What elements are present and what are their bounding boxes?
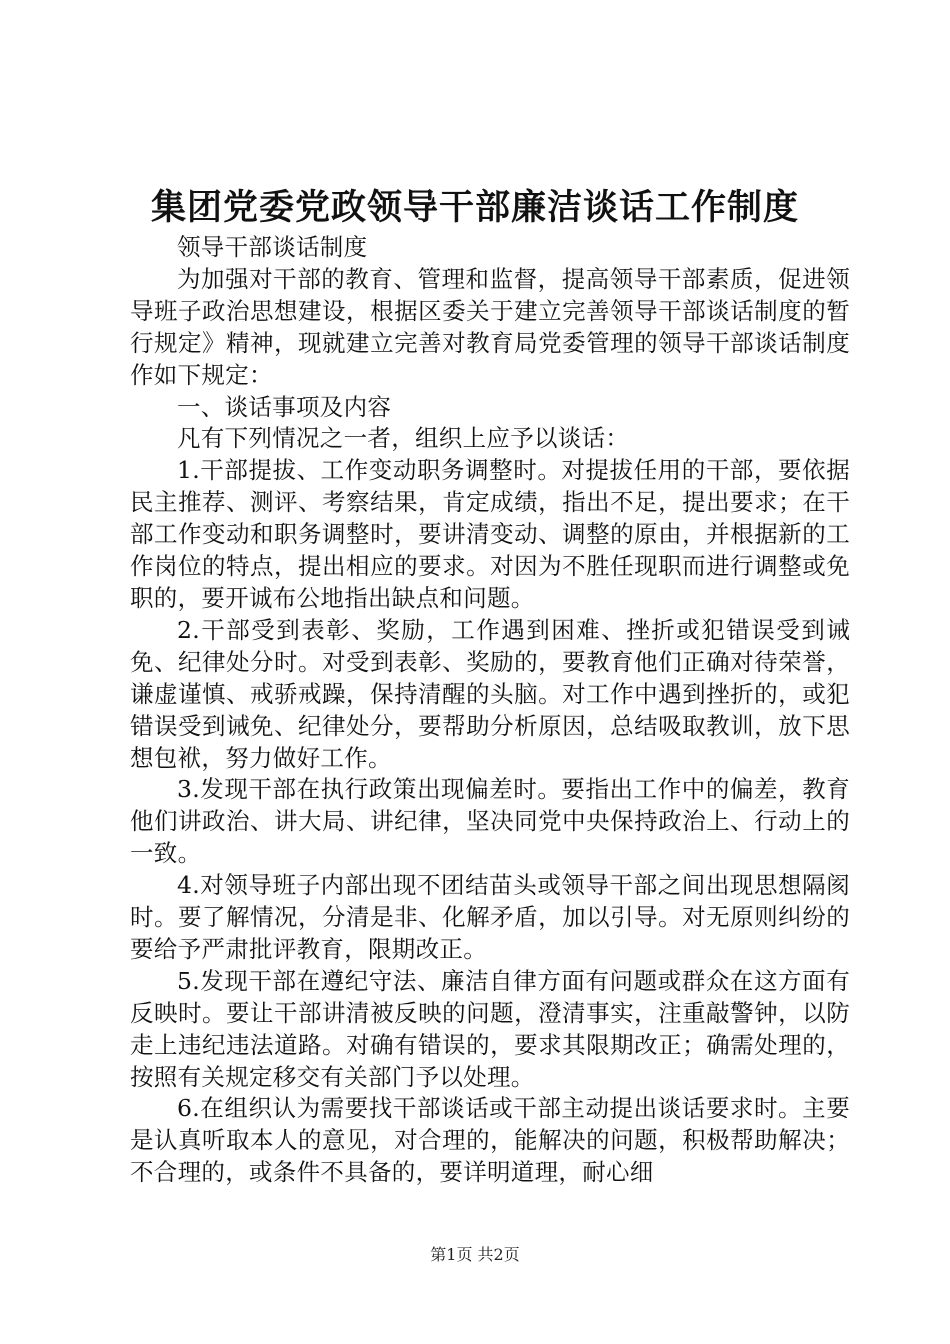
paragraph-item-2: 2.干部受到表彰、奖励，工作遇到困难、挫折或犯错误受到诫免、纪律处分时。对受到表彰、奖励的，要教育他们正确对待荣誉，谦虚谨慎、戒骄戒躁，保持清醒的头脑。对工作中遇到挫折的，或犯错误受到诫免、纪律处分，要帮助分析原因，总结吸取教训，放下思想包袱，努力做好工作。: [130, 615, 850, 772]
paragraph-intro: 为加强对干部的教育、管理和监督，提高领导干部素质，促进领导班子政治思想建设，根据区委关于建立完善领导干部谈话制度的暂行规定》精神，现就建立完善对教育局党委管理的领导干部谈话制度作如下规定：: [130, 264, 850, 389]
paragraph-item-6: 6.在组织认为需要找干部谈话或干部主动提出谈话要求时。主要是认真听取本人的意见，对合理的，能解决的问题，积极帮助解决；不合理的，或条件不具备的，要详明道理，耐心细: [130, 1094, 850, 1187]
document-title: 集团党委党政领导干部廉洁谈话工作制度: [150, 188, 799, 228]
paragraph-item-5: 5.发现干部在遵纪守法、廉洁自律方面有问题或群众在这方面有反映时。要让干部讲清被反映的问题，澄清事实，注重敲警钟，以防走上违纪违法道路。对确有错误的，要求其限期改正；确需处理的，按照有关规定移交有关部门予以处理。: [130, 966, 850, 1091]
paragraph-item-3: 3.发现干部在执行政策出现偏差时。要指出工作中的偏差，教育他们讲政治、讲大局、讲纪律，坚决同党中央保持政治上、行动上的一致。: [130, 775, 850, 868]
document-body: [130, 232, 850, 1189]
paragraph-item-4: 4.对领导班子内部出现不团结苗头或领导干部之间出现思想隔阂时。要了解情况，分清是非、化解矛盾，加以引导。对无原则纠纷的要给予严肃批评教育，限期改正。: [130, 871, 850, 963]
paragraph-section-heading: 一、谈话事项及内容: [177, 392, 392, 421]
paragraph-subtitle: 领导干部谈话制度: [177, 233, 368, 261]
page-number-footer: 第1页 共2页: [430, 1245, 520, 1264]
paragraph-item-1: 1.干部提拔、工作变动职务调整时。对提拔任用的干部，要依据民主推荐、测评、考察结果，肯定成绩，指出不足，提出要求；在干部工作变动和职务调整时，要讲清变动、调整的原由，并根据新的工作岗位的特点，提出相应的要求。对因为不胜任现职而进行调整或免职的，要开诚布公地指出缺点和问题。: [130, 456, 850, 612]
paragraph-conditions-lead: 凡有下列情况之一者，组织上应予以谈话：: [177, 424, 630, 453]
